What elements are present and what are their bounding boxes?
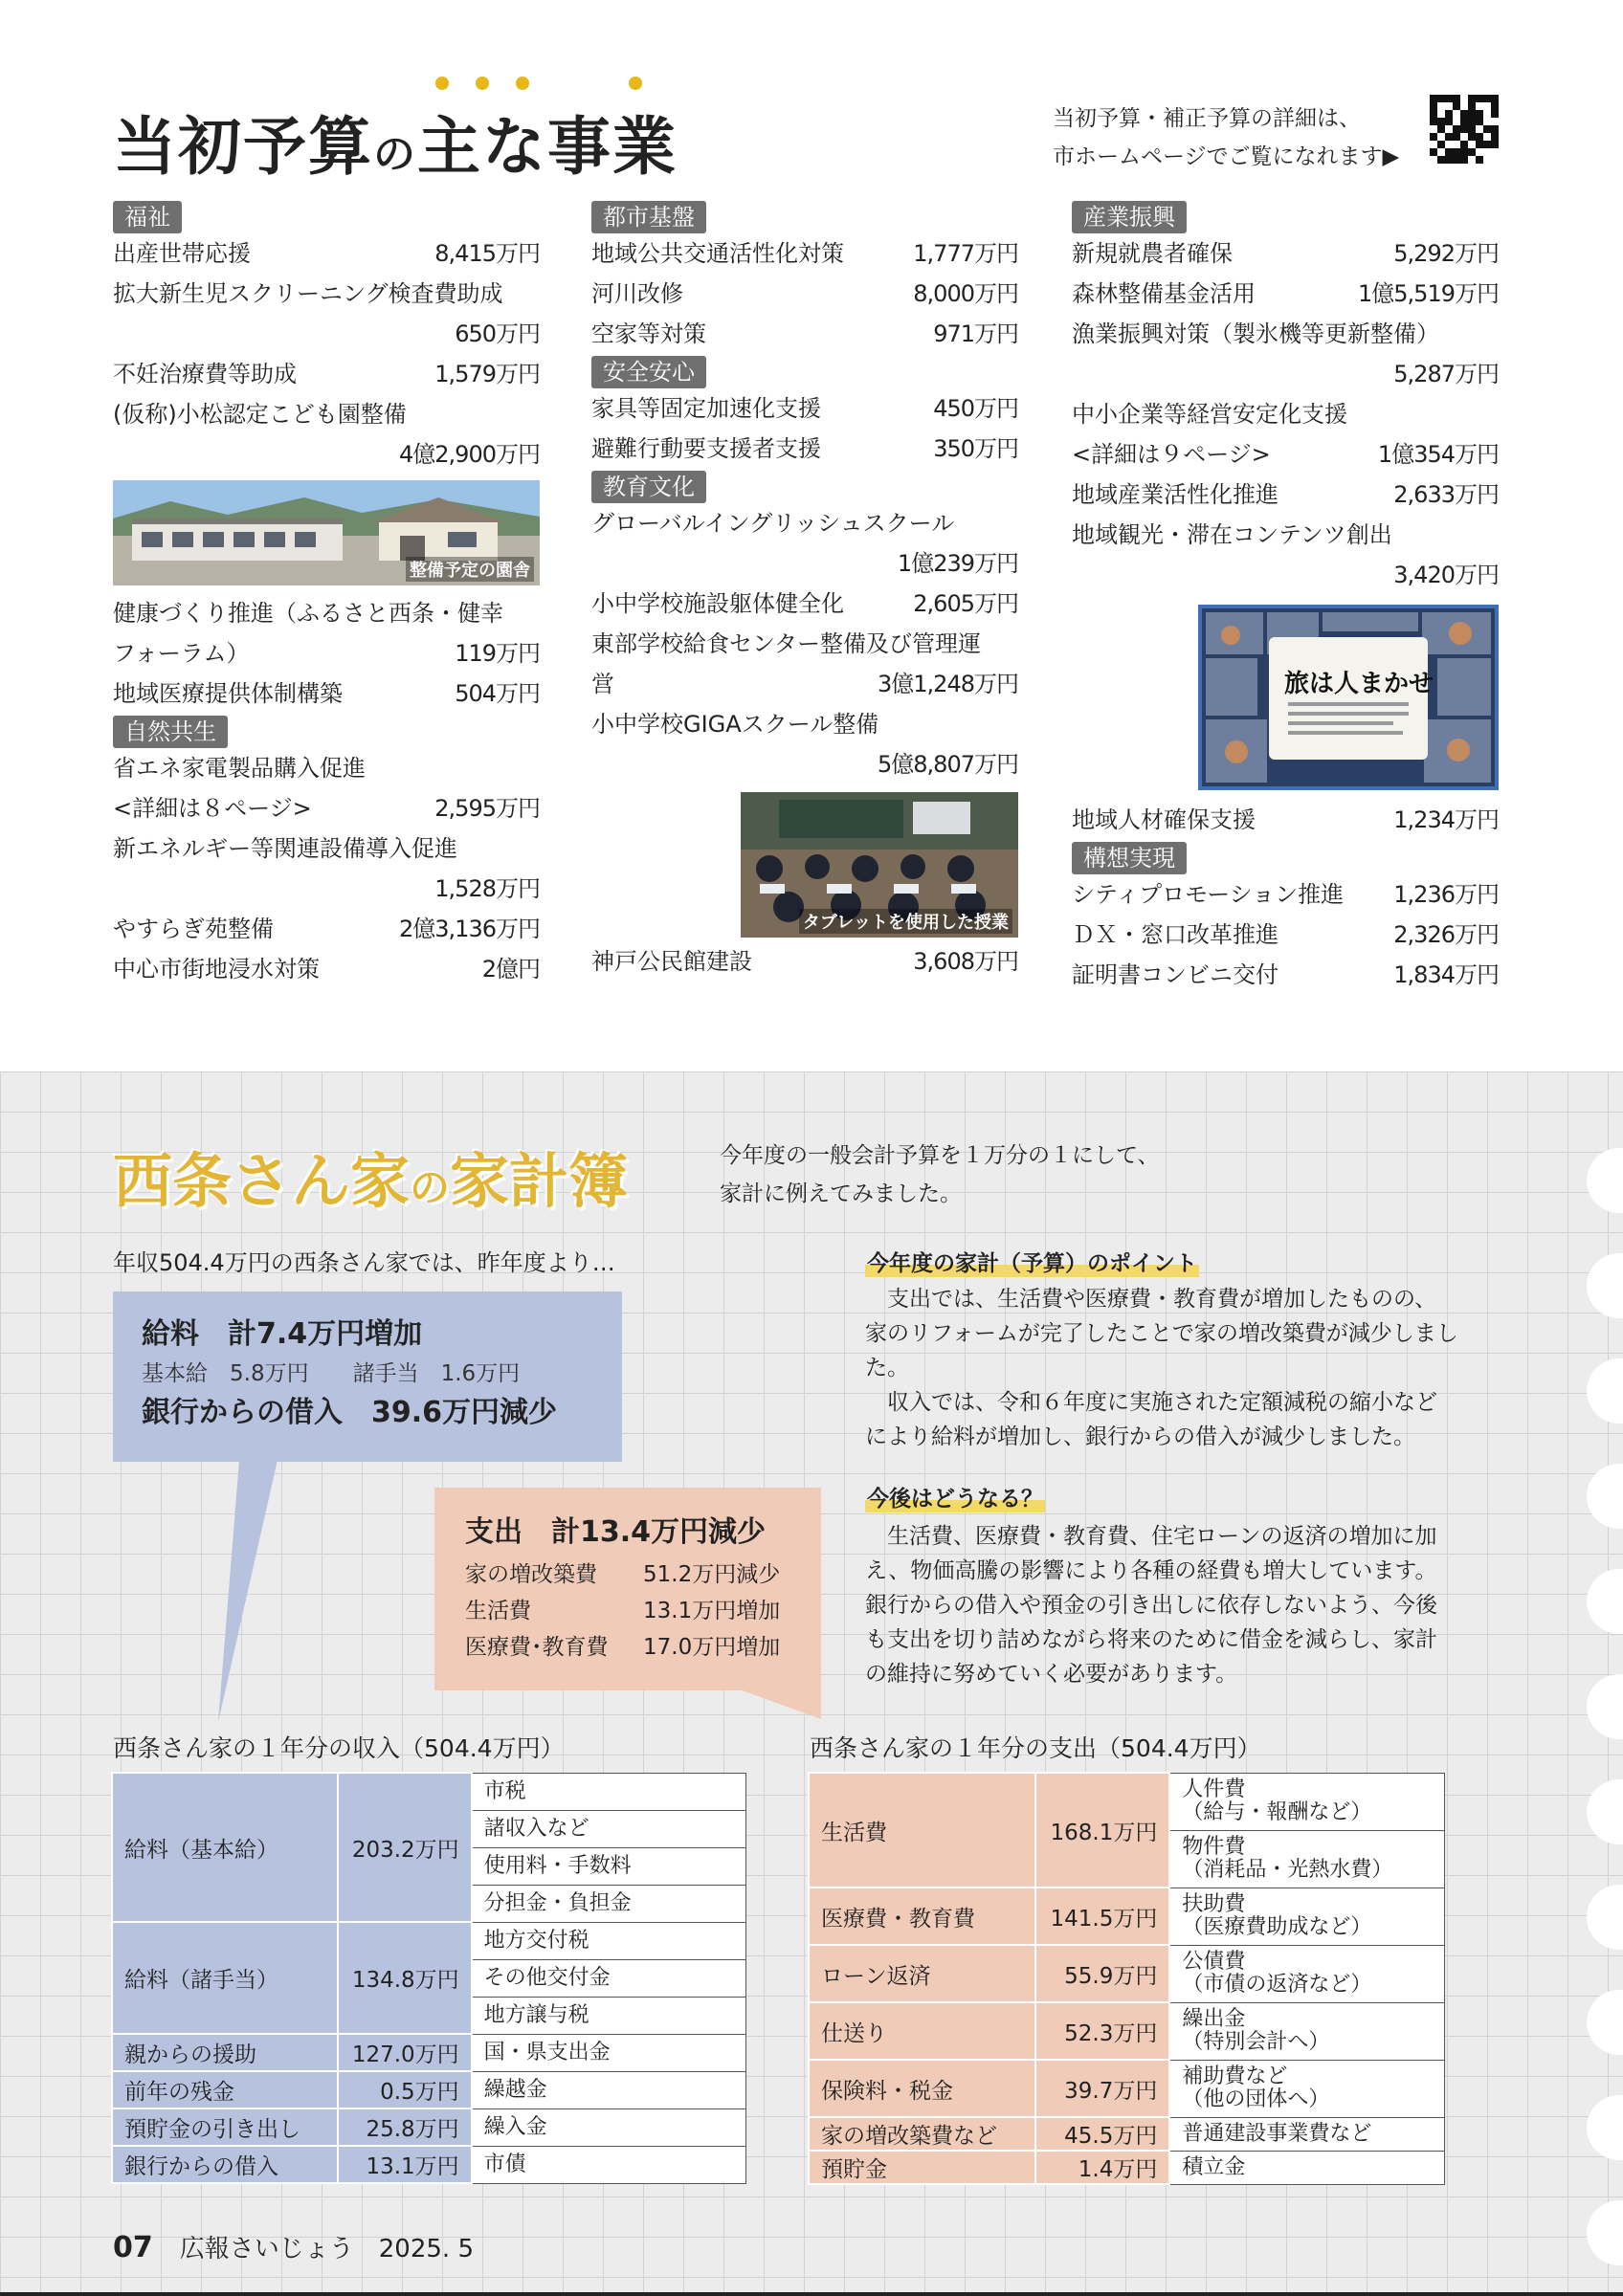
- table-row: 物件費 （消耗品・光熱水費）: [809, 1830, 1445, 1888]
- footer-rule: [0, 2292, 1623, 2296]
- budget-item-amount: 1,528万円: [434, 875, 540, 902]
- table-row: 給料（基本給） 203.2万円 市税: [112, 1773, 746, 1810]
- budget-item: 証明書コンビニ交付 1,834万円: [1072, 961, 1499, 988]
- budget-item-amount: 3,420万円: [1393, 562, 1499, 588]
- budget-item: 神戸公民館建設 3,608万円: [591, 948, 1018, 975]
- budget-item: 家具等固定加速化支援 450万円: [591, 395, 1018, 422]
- budget-item: 空家等対策 971万円: [591, 320, 1018, 347]
- budget-item: 避難行動要支援者支援 350万円: [591, 435, 1018, 462]
- budget-item: 小中学校施設躯体健全化 2,605万円: [591, 590, 1018, 617]
- table-row: 家の増改築費など 45.5万円 普通建設事業費など: [809, 2117, 1445, 2151]
- income-intro: 年収504.4万円の西条さん家では、昨年度より…: [113, 1249, 615, 1276]
- budget-item: 不妊治療費等助成 1,579万円: [113, 361, 540, 387]
- budget-item: 中心市街地浸水対策 2億円: [113, 956, 540, 982]
- poster-title: 旅は人まかせ: [1284, 670, 1434, 698]
- note-line: 市ホームページでご覧になれます▶: [1053, 144, 1400, 169]
- household-budget-lead: 今年度の一般会計予算を１万分の１にして、 家計に例えてみました。: [720, 1143, 1160, 1206]
- table-row: 保険料・税金 39.7万円 補助費など （他の団体へ）: [809, 2060, 1445, 2117]
- budget-item: 河川改修 8,000万円: [591, 280, 1018, 307]
- category-label-vision: 構想実現: [1072, 842, 1187, 874]
- category-label-nature: 自然共生: [113, 716, 228, 748]
- photo-caption: タブレットを使用した授業: [799, 909, 1012, 934]
- budget-item-label: 東部学校給食センター整備及び管理運: [591, 630, 982, 657]
- future-heading: 今後はどうなる？: [865, 1481, 1045, 1512]
- table-row: 使用料・手数料: [112, 1847, 746, 1885]
- table-row: ローン返済 55.9万円 公債費 （市債の返済など）: [809, 1945, 1445, 2002]
- table-row: 諸収入など: [112, 1810, 746, 1847]
- table-row: その他交付金: [112, 1959, 746, 1997]
- budget-item-amount: 4億2,900万円: [399, 441, 540, 468]
- budget-item-label: 拡大新生児スクリーニング検査費助成: [113, 280, 503, 307]
- budget-item-amount: 5,287万円: [1393, 361, 1499, 387]
- table-row: 親からの援助 127.0万円 国・県支出金: [112, 2034, 746, 2071]
- budget-item: やすらぎ苑整備 2億3,136万円: [113, 916, 540, 942]
- category-label-industry: 産業振興: [1072, 201, 1187, 233]
- budget-item-label: (仮称)小松認定こども園整備: [113, 401, 407, 428]
- budget-item: 新規就農者確保 5,292万円: [1072, 240, 1499, 267]
- page-number: 07: [113, 2231, 153, 2264]
- budget-item-label: 小中学校GIGAスクール整備: [591, 711, 879, 738]
- note-line: 当初予算・補正予算の詳細は、: [1053, 106, 1361, 131]
- table-row: 預貯金の引き出し 25.8万円 繰入金: [112, 2108, 746, 2146]
- budget-item-amount: 1億239万円: [897, 550, 1018, 577]
- title-part: 当初予算: [113, 110, 373, 184]
- table-row: 生活費 168.1万円 人件費 （給与・報酬など）: [809, 1773, 1445, 1830]
- budget-item: 地域人材確保支援 1,234万円: [1072, 806, 1499, 833]
- expense-change-row: 医療費･教育費 17.0万円増加: [465, 1635, 781, 1660]
- table-row: 銀行からの借入 13.1万円 市債: [112, 2146, 746, 2183]
- budget-item: 出産世帯応援 8,415万円: [113, 240, 540, 267]
- table-row: 医療費・教育費 141.5万円 扶助費 （医療費助成など）: [809, 1888, 1445, 1945]
- expense-change-row: 生活費 13.1万円増加: [465, 1599, 781, 1623]
- pink-bubble-tail: [737, 1689, 821, 1719]
- budget-item: 森林整備基金活用 1億5,519万円: [1072, 280, 1499, 307]
- budget-item: <詳細は９ページ> 1億354万円: [1072, 441, 1499, 468]
- budget-item-label: グローバルイングリッシュスクール: [591, 510, 955, 537]
- publication-name: 広報さいじょう 2025. 5: [179, 2235, 474, 2263]
- table-row: 分担金・負担金: [112, 1885, 746, 1922]
- table-row: 給料（諸手当） 134.8万円 地方交付税: [112, 1922, 746, 1959]
- income-table-title: 西条さん家の１年分の収入（504.4万円）: [113, 1734, 565, 1762]
- expense-table-title: 西条さん家の１年分の支出（504.4万円）: [810, 1734, 1261, 1762]
- income-table: [111, 1772, 746, 2184]
- title-particle: の: [373, 130, 417, 179]
- budget-item: 地域医療提供体制構築 504万円: [113, 680, 540, 707]
- budget-item: ＤＸ・窓口改革推進 2,326万円: [1072, 921, 1499, 948]
- category-label-education: 教育文化: [591, 471, 706, 503]
- table-row: 前年の残金 0.5万円 繰越金: [112, 2071, 746, 2108]
- expense-change-bubble: [434, 1488, 821, 1690]
- budget-item-amount: 5億8,807万円: [878, 751, 1018, 778]
- category-label-safety: 安全安心: [591, 356, 706, 388]
- budget-item-amount: 650万円: [455, 320, 540, 347]
- borrowing-decrease: 銀行からの借入 39.6万円減少: [142, 1396, 558, 1429]
- budget-item-label: 新エネルギー等関連設備導入促進: [113, 835, 457, 862]
- budget-item-label: 漁業振興対策（製氷機等更新整備）: [1072, 320, 1439, 347]
- table-row: 地方譲与税: [112, 1997, 746, 2034]
- expense-table: [808, 1772, 1445, 2185]
- blue-bubble-tail: [218, 1460, 278, 1722]
- budget-item-label: 地域観光・滞在コンテンツ創出: [1072, 521, 1392, 548]
- point-heading: 今年度の家計（予算）のポイント: [865, 1246, 1199, 1277]
- income-change-bubble: [113, 1292, 622, 1462]
- budget-item: フォーラム） 119万円: [113, 640, 540, 667]
- budget-item-label: 省エネ家電製品購入促進: [113, 755, 366, 782]
- budget-item: 営 3億1,248万円: [591, 671, 1018, 697]
- expense-change-row: 家の増改築費 51.2万円減少: [465, 1562, 781, 1587]
- table-row: 仕送り 52.3万円 繰出金 （特別会計へ）: [809, 2002, 1445, 2060]
- budget-item: <詳細は８ページ> 2,595万円: [113, 795, 540, 822]
- point-text: 支出では、生活費や医療費・教育費が増加したものの、家のリフォームが完了したことで家の増改築費が減少しました。 収入では、令和６年度に実施された定額減税の縮小などにより給料が増加し、銀行からの借入が減少しました。: [865, 1287, 1458, 1449]
- budget-item: 地域公共交通活性化対策 1,777万円: [591, 240, 1018, 267]
- category-label-welfare: 福祉: [113, 201, 182, 233]
- expense-decrease: 支出 計13.4万円減少: [465, 1515, 767, 1549]
- budget-item: シティプロモーション推進 1,236万円: [1072, 881, 1499, 908]
- title-part: 主な事業: [417, 110, 678, 184]
- future-text: 生活費、医療費・教育費、住宅ローンの返済の増加に加え、物価高騰の影響により各種の経費も増大しています。銀行からの借入や預金の引き出しに依存しないよう、今後も支出を切り詰めながら将来のために借金を減らし、家計の維持に努めていく必要があります。: [865, 1524, 1437, 1687]
- budget-item: 地域産業活性化推進 2,633万円: [1072, 481, 1499, 508]
- category-label-urban: 都市基盤: [591, 201, 706, 233]
- table-row: 預貯金 1.4万円 積立金: [809, 2151, 1445, 2184]
- household-budget-title: 西条さん家の家計簿: [113, 1146, 629, 1216]
- salary-breakdown: 基本給 5.8万円 諸手当 1.6万円: [142, 1361, 521, 1386]
- salary-increase: 給料 計7.4万円増加: [142, 1317, 423, 1351]
- budget-item-label: 中小企業等経営安定化支援: [1072, 401, 1347, 428]
- page-footer: [113, 2229, 474, 2264]
- budget-item-label: 健康づくり推進（ふるさと西条・健幸: [113, 600, 503, 627]
- photo-caption: 整備予定の園舎: [406, 557, 534, 582]
